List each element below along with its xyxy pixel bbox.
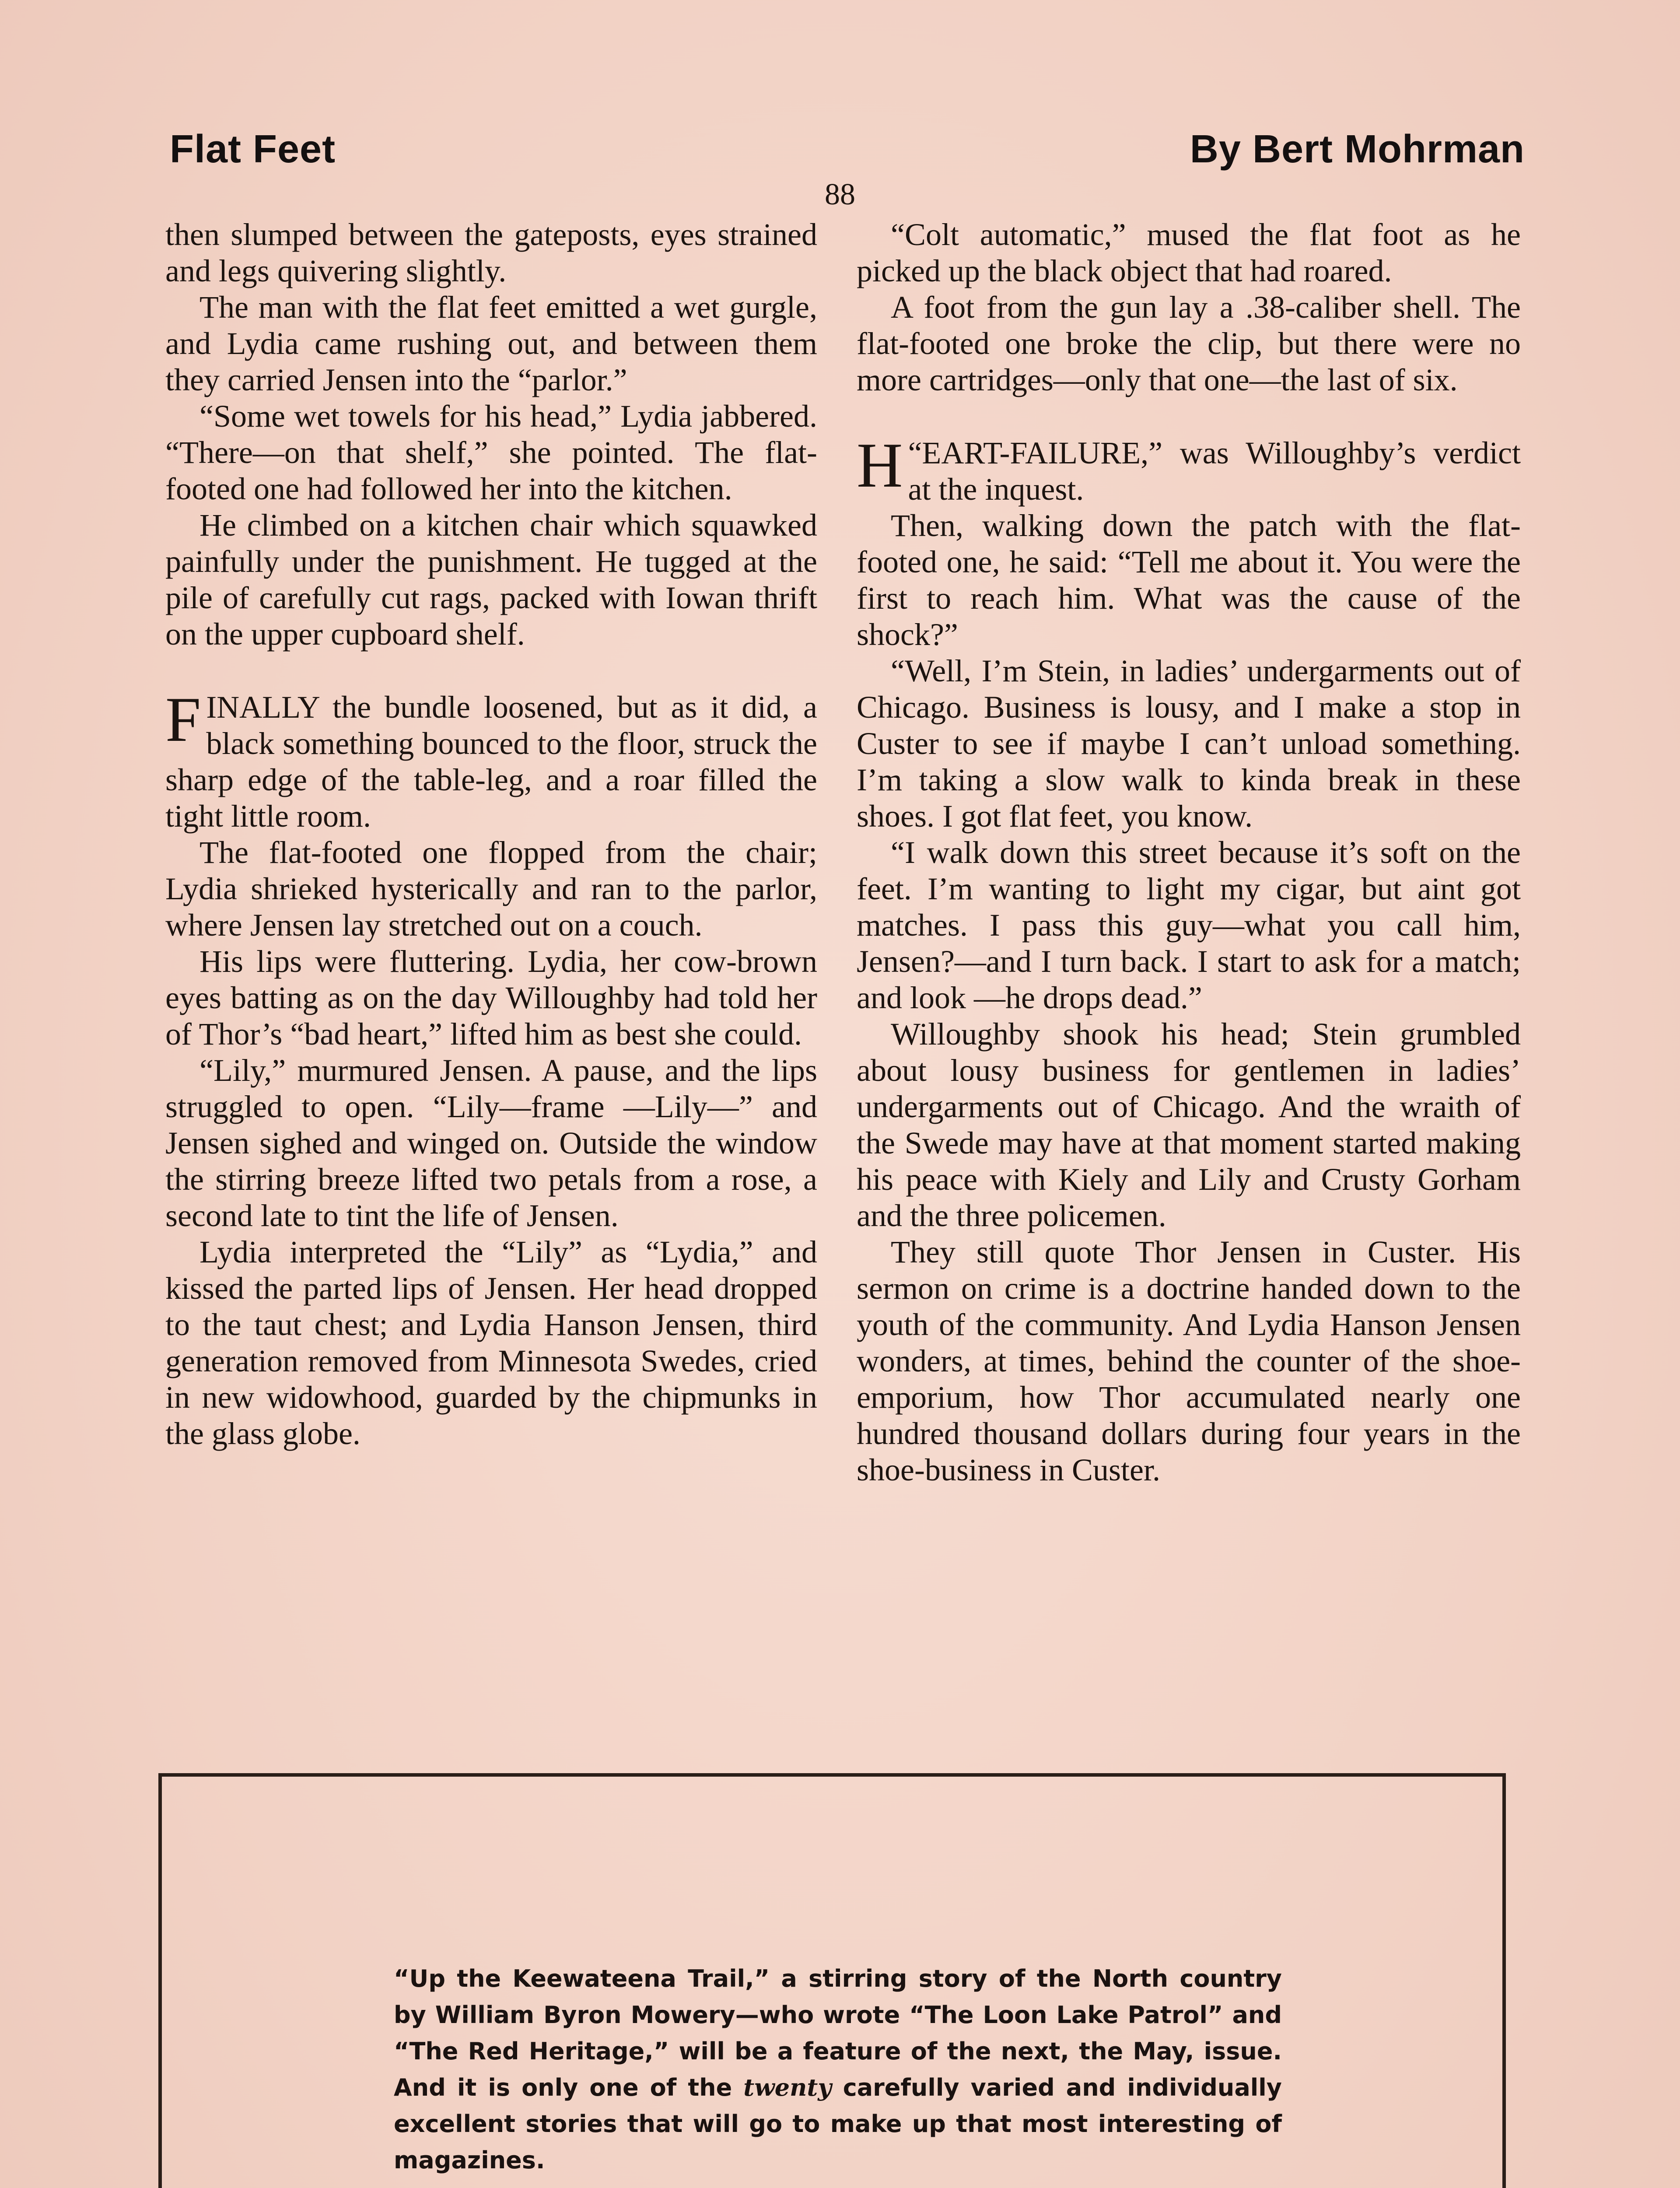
paragraph: then slumped between the gateposts, eyes strained and legs quivering slightly. (165, 217, 817, 288)
announcement-text (394, 1960, 1282, 2178)
paragraph: “I walk down this street because it’s soft on the feet. I’m wanting to light my cigar, but aint got matches. I pass this guy—what you call him, Jensen?—and I turn back. I start to ask for a match; and look —he drops dead.” (857, 835, 1521, 1015)
paragraph: “Colt automatic,” mused the flat foot as he picked up the black object that had roared. (857, 217, 1521, 288)
paragraph: “Well, I’m Stein, in ladies’ undergarments out of Chicago. Business is lousy, and I make a stop in Custer to see if maybe I can’t unload something. I’m taking a slow walk to kinda break in these shoes. I got flat feet, you know. (857, 653, 1521, 834)
paragraph: “Some wet towels for his head,” Lydia jabbered. “There—on that shelf,” she pointed. The flat-footed one had followed her into the kitchen. (165, 399, 817, 506)
page-number: 88 (825, 178, 855, 211)
section-paragraph (165, 684, 817, 835)
story-byline: By Bert Mohrman (1190, 127, 1525, 171)
section-paragraph (857, 430, 1521, 508)
announcement-emphasis: twenty (743, 2073, 832, 2101)
left-text-column (165, 217, 817, 1452)
paragraph: A foot from the gun lay a .38-caliber shell. The flat-footed one broke the clip, but there were no more cartridges—only that one—the last of six. (857, 290, 1521, 397)
paragraph: Willoughby shook his head; Stein grumbled about lousy business for gentlemen in ladies’ undergarments out of Chicago. And the wraith of the Swede may have at that moment started making his peace with Kiely and Lily and Crusty Gorham and the three policemen. (857, 1017, 1521, 1233)
paragraph: The man with the flat feet emitted a wet gurgle, and Lydia came rushing out, and between them they carried Jensen into the “parlor.” (165, 290, 817, 397)
announcement-part-1: “Up the Keewateena Trail,” a stirring story of the North country by William Byron Mowery—who wrote “The Loon Lake Patrol” and “The Red Heritage,” will be a feature of the next, the May, issue. And it is only one of the (394, 1965, 1282, 2101)
opening-quote: “ (908, 435, 922, 470)
right-text-column (857, 217, 1521, 1488)
announcement-part-2: carefully varied and individually excellent stories that will go to make up that most interesting of magazines. (394, 2074, 1282, 2174)
story-title: Flat Feet (170, 127, 336, 171)
paragraph: “Lily,” murmured Jensen. A pause, and the lips struggled to open. “Lily—frame —Lily—” and Jensen sighed and winged on. Outside the window the stirring breeze lifted two petals from a rose, a second late to tint the life of Jensen. (165, 1053, 817, 1233)
paragraph: Then, walking down the patch with the flat-footed one, he said: “Tell me about it. You were the first to reach him. What was the cause of the shock?” (857, 508, 1521, 652)
paragraph: He climbed on a kitchen chair which squawked painfully under the punishment. He tugged at the pile of carefully cut rags, packed with Iowan thrift on the upper cupboard shelf. (165, 508, 817, 652)
drop-cap: H (857, 430, 903, 501)
paragraph: Lydia interpreted the “Lily” as “Lydia,” and kissed the parted lips of Jensen. Her head dropped to the taut chest; and Lydia Hanson Jensen, third generation removed from Minnesota Swedes, cried in new widowhood, guarded by the chipmunks in the glass globe. (165, 1234, 817, 1451)
paragraph: The flat-footed one flopped from the chair; Lydia shrieked hysterically and ran to the parlor, where Jensen lay stretched out on a couch. (165, 835, 817, 943)
paragraph: They still quote Thor Jensen in Custer. His sermon on crime is a doctrine handed down to the youth of the community. And Lydia Hanson Jensen wonders, at times, behind the counter of the shoe-emporium, how Thor accumulated nearly one hundred thousand dollars during four years in the shoe-business in Custer. (857, 1234, 1521, 1487)
paragraph: His lips were fluttering. Lydia, her cow-brown eyes batting as on the day Willoughby had told her of Thor’s “bad heart,” lifted him as best she could. (165, 944, 817, 1052)
paragraph-text: EART-FAILURE,” was Willoughby’s verdict at the inquest. (908, 435, 1521, 507)
paragraph-text: INALLY the bundle loosened, but as it did, a black something bounced to the floor, struck the sharp edge of the table-leg, and a roar filled the tight little room. (165, 690, 817, 834)
drop-cap: F (165, 684, 201, 755)
